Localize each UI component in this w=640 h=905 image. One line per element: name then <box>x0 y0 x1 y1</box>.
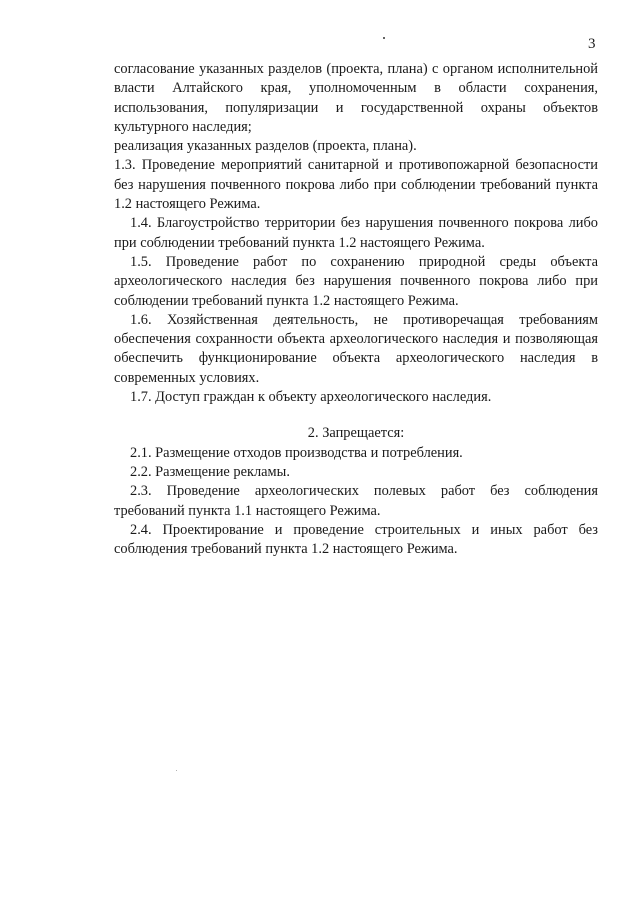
clause-1-7: 1.7. Доступ граждан к объекту археологического наследия. <box>130 389 492 406</box>
clause-2-3: 2.3. Проведение археологических полевых работ без соблюдения требований пункта 1.1 настоящего Режима. <box>114 483 598 519</box>
section-2-heading: 2. Запрещается: <box>307 425 405 442</box>
clause-1-3: 1.3. Проведение мероприятий санитарной и противопожарной безопасности без нарушения почвенного покрова либо при соблюдении требований пункта 1.2 настоящего Режима. <box>114 157 598 213</box>
paragraph-implementation: реализация указанных разделов (проекта, плана). <box>114 138 417 155</box>
document-body <box>114 60 598 559</box>
clause-1-6: 1.6. Хозяйственная деятельность, не противоречащая требованиям обеспечения сохранности объекта археологического наследия и позволяющая обеспечить функционирование объекта археологического наследия в современных условиях. <box>114 311 598 386</box>
clause-2-4: 2.4. Проектирование и проведение строительных и иных работ без соблюдения требований пункта 1.2 настоящего Режима. <box>114 521 598 558</box>
clause-2-1: 2.1. Размещение отходов производства и потребления. <box>130 444 463 461</box>
scan-speck <box>176 770 177 771</box>
clause-2-2: 2.2. Размещение рекламы. <box>130 463 290 480</box>
page-number: 3 <box>588 36 596 52</box>
scan-speck <box>383 37 385 39</box>
clause-1-5: 1.5. Проведение работ по сохранению природной среды объекта археологического наследия без нарушения почвенного покрова либо при соблюдении требований пункта 1.2 настоящего Режима. <box>114 253 598 309</box>
paragraph-approval: согласование указанных разделов (проекта, плана) с органом исполнительной власти Алтайского края, уполномоченным в области сохранения, использования, популяризации и государственной охраны объектов культурного наследия; <box>114 61 598 135</box>
clause-1-4: 1.4. Благоустройство территории без нарушения почвенного покрова либо при соблюдении требований пункта 1.2 настоящего Режима. <box>114 215 598 251</box>
